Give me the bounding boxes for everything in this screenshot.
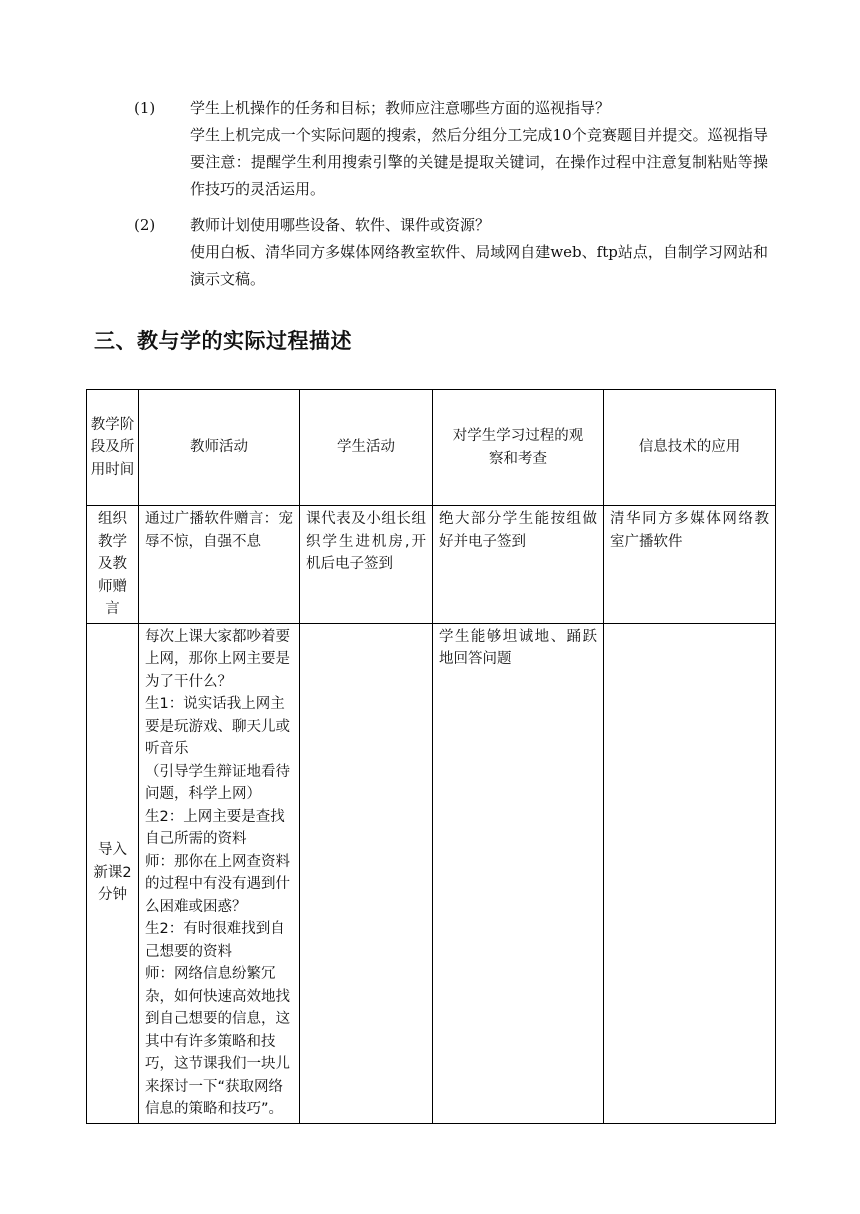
cell-tech (604, 623, 776, 1123)
header-student: 学生活动 (300, 390, 433, 506)
cell-observe: 绝大部分学生能按组做好并电子签到 (433, 506, 604, 624)
dialogue-line: 生2：有时很难找到自己想要的资料 (145, 921, 285, 960)
dialogue-line: （引导学生辩证地看待问题，科学上网） (145, 763, 290, 802)
cell-student: 课代表及小组长组织学生进机房,开机后电子签到 (300, 506, 433, 624)
cell-observe: 学生能够坦诚地、踊跃地回答问题 (433, 623, 604, 1123)
cell-teacher: 通过广播软件赠言：宠辱不惊，自强不息 (139, 506, 300, 624)
table-row (87, 506, 776, 624)
header-tech: 信息技术的应用 (604, 390, 776, 506)
item-text (190, 212, 768, 293)
item-question: 学生上机操作的任务和目标；教师应注意哪些方面的巡视指导？ (190, 99, 611, 117)
section-heading: 三、教与学的实际过程描述 (94, 329, 352, 353)
process-table (86, 389, 776, 1124)
cell-teacher (139, 623, 300, 1123)
item-question: 教师计划使用哪些设备、软件、课件或资源？ (190, 216, 491, 234)
item-number: (2) (134, 216, 156, 234)
cell-student (300, 623, 433, 1123)
dialogue-line: 每次上课大家都吵着要上网，那你上网主要是为了干什么？ (145, 628, 290, 690)
item-number: (1) (134, 99, 156, 117)
table-row (87, 623, 776, 1123)
table-header-row (87, 390, 776, 506)
cell-stage: 导入新课2分钟 (87, 623, 139, 1123)
dialogue-line: 师：网络信息纷繁冗杂，如何快速高效地找到自己想要的信息，这其中有许多策略和技巧，这节课我们一块儿来探讨一下“获取网络信息的策略和技巧”。 (145, 966, 290, 1117)
dialogue-line: 师：那你在上网查资料的过程中有没有遇到什么困难或困惑？ (145, 853, 290, 915)
cell-stage: 组织教学及教师赠言 (87, 506, 139, 624)
header-observe: 对学生学习过程的观察和考查 (433, 390, 604, 506)
header-teacher: 教师活动 (139, 390, 300, 506)
item-answer: 使用白板、清华同方多媒体网络教室软件、局域网自建web、ftp站点，自制学习网站和演示文稿。 (190, 243, 768, 288)
item-answer: 学生上机完成一个实际问题的搜索，然后分组分工完成10个竞赛题目并提交。巡视指导要注意：提醒学生利用搜索引擎的关键是提取关键词，在操作过程中注意复制粘贴等操作技巧的灵活运用。 (190, 126, 768, 198)
item-text (190, 95, 768, 203)
dialogue-line: 生2：上网主要是查找自己所需的资料 (145, 808, 285, 847)
cell-tech: 清华同方多媒体网络教室广播软件 (604, 506, 776, 624)
dialogue-line: 生1：说实话我上网主要是玩游戏、聊天儿或听音乐 (145, 696, 290, 757)
header-stage: 教学阶段及所用时间 (87, 390, 139, 506)
